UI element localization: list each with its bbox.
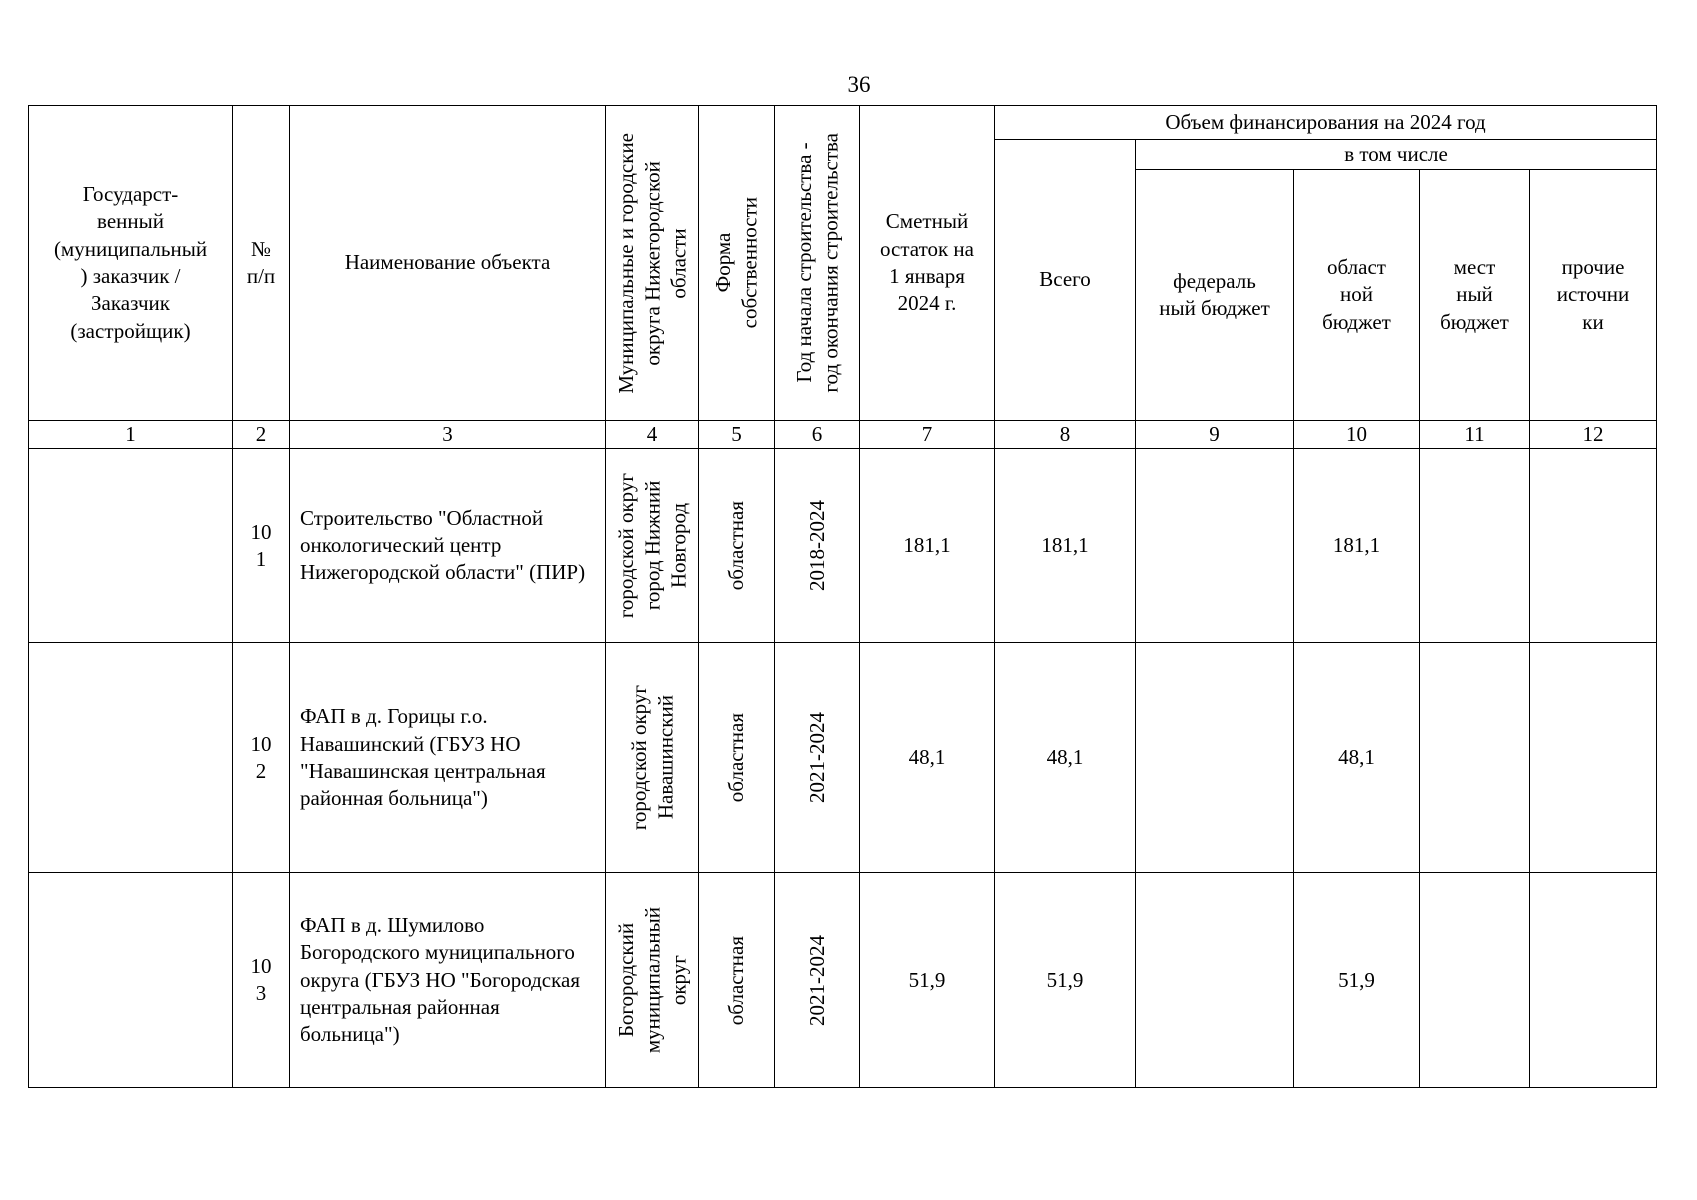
cell-number: 10 3 — [233, 873, 290, 1088]
cell-years: 2021-2024 — [775, 643, 860, 873]
cell-number: 10 2 — [233, 643, 290, 873]
cell-district: городской округ город Нижний Новгород — [606, 449, 699, 643]
table-row — [29, 449, 1657, 643]
column-number: 6 — [775, 421, 860, 449]
cell-other — [1530, 449, 1657, 643]
page-number: 36 — [847, 72, 871, 97]
column-number: 3 — [290, 421, 606, 449]
header-regional: област ной бюджет — [1294, 170, 1420, 421]
column-number: 2 — [233, 421, 290, 449]
header-row-1 — [29, 106, 1657, 140]
column-number: 1 — [29, 421, 233, 449]
header-local: мест ный бюджет — [1420, 170, 1530, 421]
cell-local — [1420, 643, 1530, 873]
header-years: Год начала строительства - год окончания строительства — [775, 106, 860, 421]
column-numbers-row — [29, 421, 1657, 449]
cell-customer — [29, 643, 233, 873]
header-number: № п/п — [233, 106, 290, 421]
cell-total: 181,1 — [995, 449, 1136, 643]
table-row — [29, 643, 1657, 873]
cell-customer — [29, 449, 233, 643]
header-customer: Государст- венный (муниципальный ) заказчик / Заказчик (застройщик) — [29, 106, 233, 421]
cell-total: 48,1 — [995, 643, 1136, 873]
header-object-name: Наименование объекта — [290, 106, 606, 421]
header-total: Всего — [995, 140, 1136, 421]
cell-regional: 48,1 — [1294, 643, 1420, 873]
cell-object-name: Строительство "Областной онкологический центр Нижегородской области" (ПИР) — [290, 449, 606, 643]
cell-federal — [1136, 643, 1294, 873]
column-number: 10 — [1294, 421, 1420, 449]
header-financing: Объем финансирования на 2024 год — [995, 106, 1657, 140]
header-federal: федераль ный бюджет — [1136, 170, 1294, 421]
cell-district: Богородский муниципальный округ — [606, 873, 699, 1088]
cell-federal — [1136, 449, 1294, 643]
cell-object-name: ФАП в д. Шумилово Богородского муниципального округа (ГБУЗ НО "Богородская центральная районная больница") — [290, 873, 606, 1088]
cell-other — [1530, 643, 1657, 873]
table-row — [29, 873, 1657, 1088]
column-number: 7 — [860, 421, 995, 449]
cell-years: 2018-2024 — [775, 449, 860, 643]
cell-remaining: 181,1 — [860, 449, 995, 643]
cell-local — [1420, 449, 1530, 643]
header-ownership: Форма собственности — [699, 106, 775, 421]
column-number: 11 — [1420, 421, 1530, 449]
cell-total: 51,9 — [995, 873, 1136, 1088]
cell-ownership: областная — [699, 873, 775, 1088]
cell-object-name: ФАП в д. Горицы г.о. Навашинский (ГБУЗ НО "Навашинская центральная районная больница") — [290, 643, 606, 873]
cell-number: 10 1 — [233, 449, 290, 643]
cell-federal — [1136, 873, 1294, 1088]
cell-regional: 51,9 — [1294, 873, 1420, 1088]
cell-customer — [29, 873, 233, 1088]
cell-district: городской округ Навашинский — [606, 643, 699, 873]
column-number: 4 — [606, 421, 699, 449]
cell-local — [1420, 873, 1530, 1088]
cell-ownership: областная — [699, 643, 775, 873]
column-number: 8 — [995, 421, 1136, 449]
header-including: в том числе — [1136, 140, 1657, 170]
header-other: прочие источни ки — [1530, 170, 1657, 421]
column-number: 5 — [699, 421, 775, 449]
financing-table — [28, 105, 1657, 1088]
cell-years: 2021-2024 — [775, 873, 860, 1088]
header-remaining: Сметный остаток на 1 января 2024 г. — [860, 106, 995, 421]
cell-other — [1530, 873, 1657, 1088]
cell-remaining: 51,9 — [860, 873, 995, 1088]
column-number: 12 — [1530, 421, 1657, 449]
column-number: 9 — [1136, 421, 1294, 449]
cell-regional: 181,1 — [1294, 449, 1420, 643]
cell-remaining: 48,1 — [860, 643, 995, 873]
cell-ownership: областная — [699, 449, 775, 643]
header-district: Муниципальные и городские округа Нижегородской области — [606, 106, 699, 421]
